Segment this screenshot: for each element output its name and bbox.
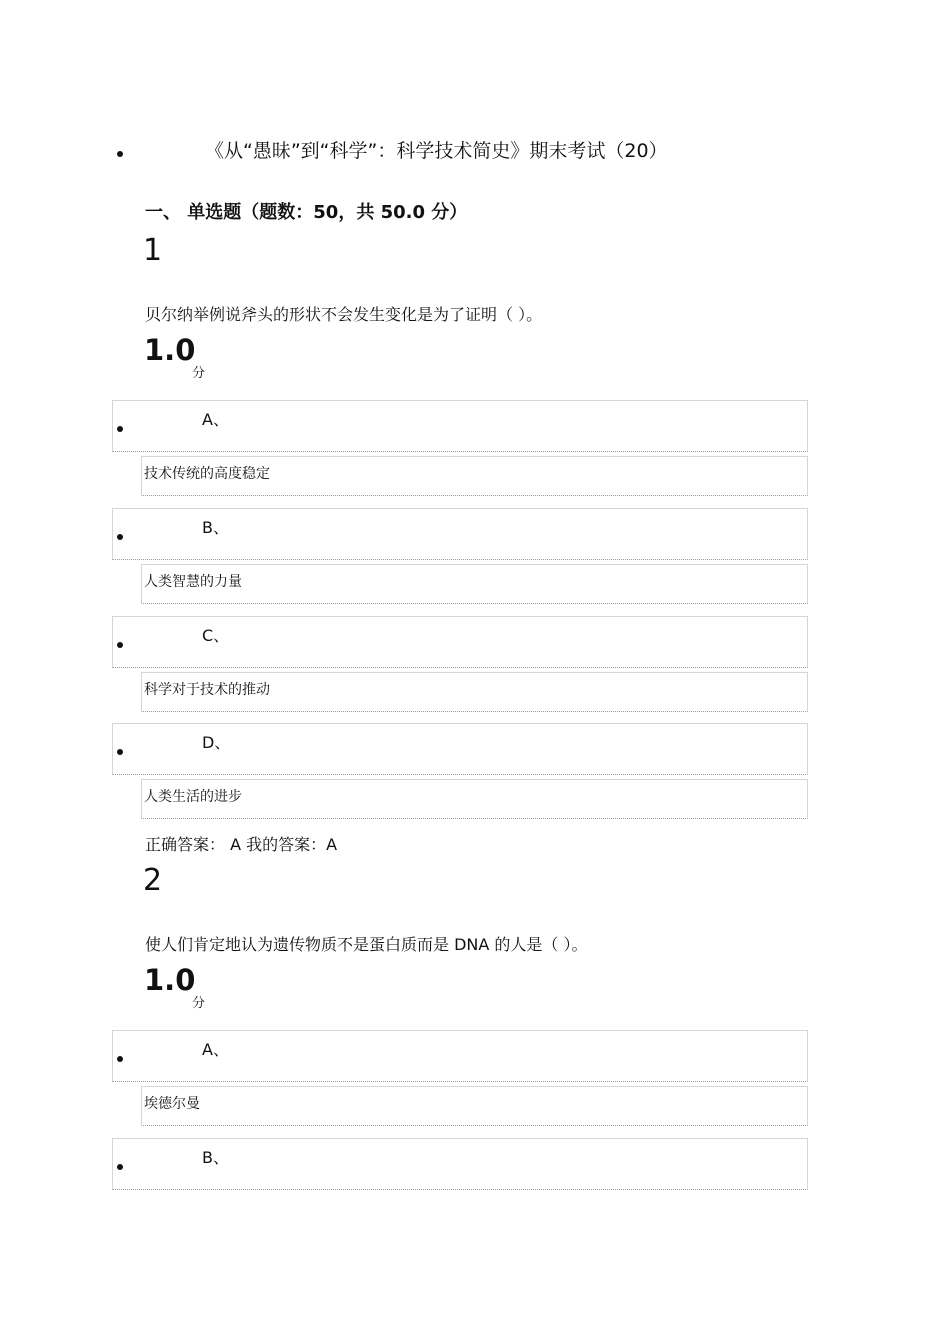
question-score: 1.0 (144, 333, 196, 367)
option-bullet (117, 749, 123, 755)
page-title: 《从“愚昧”到“科学”：科学技术简史》期末考试（20） (205, 140, 668, 162)
option-a[interactable] (112, 1030, 808, 1082)
option-d[interactable] (112, 723, 808, 775)
section-heading: 一、 单选题（题数：50，共 50.0 分） (145, 202, 468, 223)
option-b[interactable] (112, 1138, 808, 1190)
score-unit: 分 (192, 996, 206, 1011)
option-a[interactable] (112, 400, 808, 452)
question-text: 使人们肯定地认为遗传物质不是蛋白质而是 DNA 的人是（ ）。 (145, 935, 588, 954)
score-unit: 分 (192, 366, 206, 381)
option-letter: C、 (202, 626, 230, 645)
option-text: 埃德尔曼 (141, 1086, 808, 1126)
option-letter: B、 (202, 1148, 229, 1167)
title-bullet (117, 151, 123, 157)
option-letter: A、 (202, 1040, 229, 1059)
option-bullet (117, 1056, 123, 1062)
option-letter: A、 (202, 410, 229, 429)
answer-line: 正确答案： A 我的答案：A (145, 835, 338, 854)
question-number: 1 (143, 233, 163, 268)
option-text: 科学对于技术的推动 (141, 672, 808, 712)
option-bullet (117, 534, 123, 540)
option-b[interactable] (112, 508, 808, 560)
question-number: 2 (143, 863, 163, 898)
option-text: 人类智慧的力量 (141, 564, 808, 604)
option-bullet (117, 642, 123, 648)
option-letter: B、 (202, 518, 229, 537)
option-letter: D、 (202, 733, 231, 752)
option-bullet (117, 426, 123, 432)
option-text: 人类生活的进步 (141, 779, 808, 819)
option-bullet (117, 1164, 123, 1170)
option-c[interactable] (112, 616, 808, 668)
question-score: 1.0 (144, 963, 196, 997)
option-text: 技术传统的高度稳定 (141, 456, 808, 496)
question-text: 贝尔纳举例说斧头的形状不会发生变化是为了证明（ ）。 (145, 305, 543, 324)
